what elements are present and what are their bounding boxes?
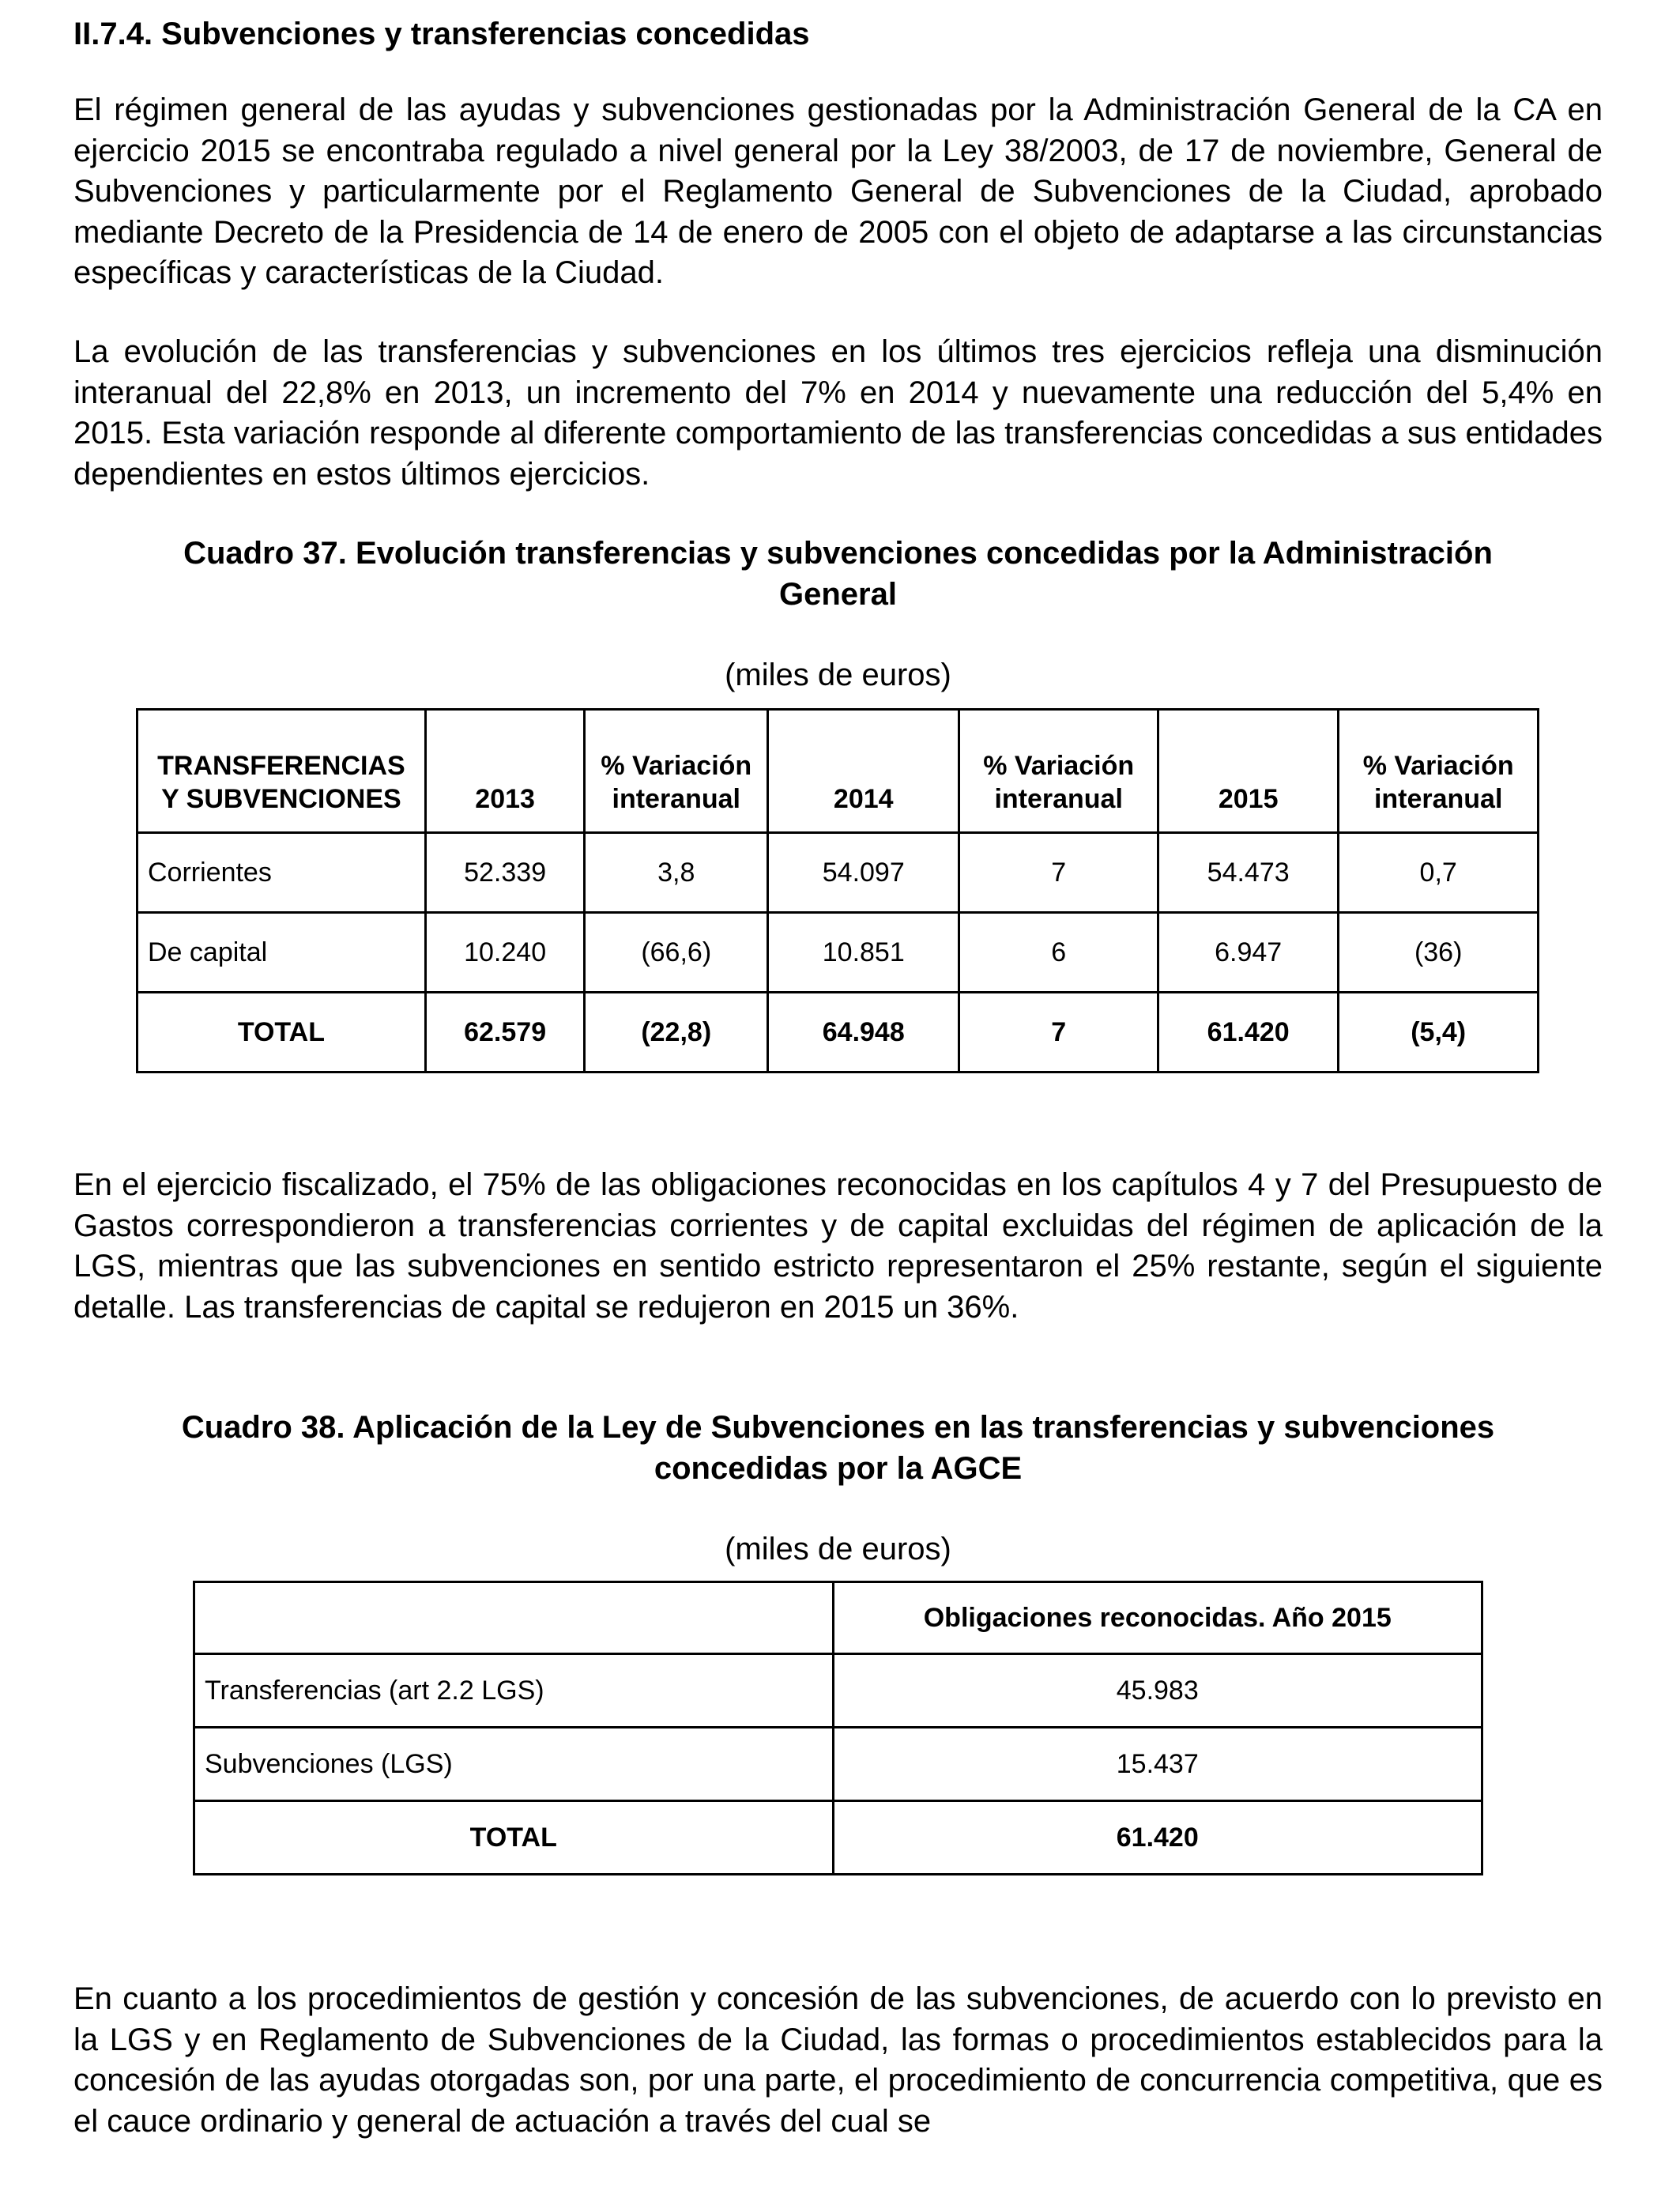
table-37-header-cell: 2013 (425, 710, 585, 833)
table-38-units: (miles de euros) (725, 1532, 951, 1566)
table-38-header-cell (194, 1582, 834, 1654)
table-cell: 6 (959, 913, 1158, 993)
table-38-caption (73, 1407, 1603, 1489)
table-37-header-cell: % Variación interanual (585, 710, 768, 833)
table-cell: 62.579 (425, 993, 585, 1072)
table-cell: (66,6) (585, 913, 768, 993)
table-cell: TOTAL (137, 993, 426, 1072)
table-cell: 45.983 (833, 1654, 1482, 1728)
table-37-caption (73, 533, 1603, 615)
table-cell: 7 (959, 833, 1158, 913)
paragraph-2: La evolución de las transferencias y subvenciones en los últimos tres ejercicios refleja una disminución interanual del 22,8% en 2013, un incremento del 7% en 2014 y nuevamente una reducción del 5,4% en 2015. Esta variación responde al diferente comportamiento de las transferencias concedidas a sus entidades dependientes en estos últimos ejercicios. (73, 334, 1603, 492)
table-cell: 54.097 (768, 833, 959, 913)
table-cell: 10.240 (425, 913, 585, 993)
paragraph-3: En el ejercicio fiscalizado, el 75% de las obligaciones reconocidas en los capítulos 4 y 7 del Presupuesto de Gastos correspondieron a transferencias corrientes y de capital excluidas del régimen de aplicación de la LGS, mientras que las subvenciones en sentido estricto representaron el 25% restante, según el siguiente detalle. Las transferencias de capital se redujeron en 2015 un 36%. (73, 1167, 1603, 1325)
table-cell: Subvenciones (LGS) (194, 1728, 834, 1801)
table-37-caption-line-2: General (779, 577, 897, 612)
paragraph-1: El régimen general de las ayudas y subvenciones gestionadas por la Administración General de la CA en ejercicio 2015 se encontraba regulado a nivel general por la Ley 38/2003, de 17 de noviembre, General de Subvenciones y particularmente por el Reglamento General de Subvenciones de la Ciudad, aprobado mediante Decreto de la Presidencia de 14 de enero de 2005 con el objeto de adaptarse a las circunstancias específicas y características de la Ciudad. (73, 92, 1603, 290)
table-37-header-cell: % Variación interanual (959, 710, 1158, 833)
table-row (137, 833, 1539, 913)
table-cell: 61.420 (833, 1801, 1482, 1875)
table-cell: 61.420 (1158, 993, 1338, 1072)
table-cell: 52.339 (425, 833, 585, 913)
table-total-row (137, 993, 1539, 1072)
table-38-caption-line-1: Cuadro 38. Aplicación de la Ley de Subvenciones en las transferencias y subvenciones (181, 1410, 1495, 1445)
table-cell: 10.851 (768, 913, 959, 993)
table-cell: 15.437 (833, 1728, 1482, 1801)
table-38 (193, 1581, 1483, 1875)
table-38-header-cell: Obligaciones reconocidas. Año 2015 (833, 1582, 1482, 1654)
table-37-header-cell: % Variación interanual (1339, 710, 1539, 833)
section-heading: II.7.4. Subvenciones y transferencias concedidas (73, 17, 810, 51)
table-37-header-cell: TRANSFERENCIAS Y SUBVENCIONES (137, 710, 426, 833)
table-37 (136, 708, 1539, 1073)
table-row (137, 913, 1539, 993)
table-cell: 54.473 (1158, 833, 1338, 913)
table-37-units: (miles de euros) (725, 658, 951, 692)
table-38-header-row (194, 1582, 1482, 1654)
table-cell: (5,4) (1339, 993, 1539, 1072)
table-cell: 0,7 (1339, 833, 1539, 913)
table-cell: Corrientes (137, 833, 426, 913)
table-38-caption-line-2: concedidas por la AGCE (654, 1451, 1023, 1486)
table-cell: Transferencias (art 2.2 LGS) (194, 1654, 834, 1728)
table-37-header-row (137, 710, 1539, 833)
table-cell: 64.948 (768, 993, 959, 1072)
table-cell: (22,8) (585, 993, 768, 1072)
paragraph-4: En cuanto a los procedimientos de gestión y concesión de las subvenciones, de acuerdo con lo previsto en la LGS y en Reglamento de Subvenciones de la Ciudad, las formas o procedimientos establecidos para la concesión de las ayudas otorgadas son, por una parte, el procedimiento de concurrencia competitiva, que es el cauce ordinario y general de actuación a través del cual se (73, 1981, 1603, 2139)
table-row (194, 1654, 1482, 1728)
table-cell: TOTAL (194, 1801, 834, 1875)
table-cell: 6.947 (1158, 913, 1338, 993)
table-37-caption-line-1: Cuadro 37. Evolución transferencias y subvenciones concedidas por la Administración (183, 536, 1493, 571)
table-cell: (36) (1339, 913, 1539, 993)
table-37-header-cell: 2015 (1158, 710, 1338, 833)
table-cell: 7 (959, 993, 1158, 1072)
table-cell: 3,8 (585, 833, 768, 913)
table-row (194, 1728, 1482, 1801)
table-cell: De capital (137, 913, 426, 993)
table-total-row (194, 1801, 1482, 1875)
table-37-header-cell: 2014 (768, 710, 959, 833)
